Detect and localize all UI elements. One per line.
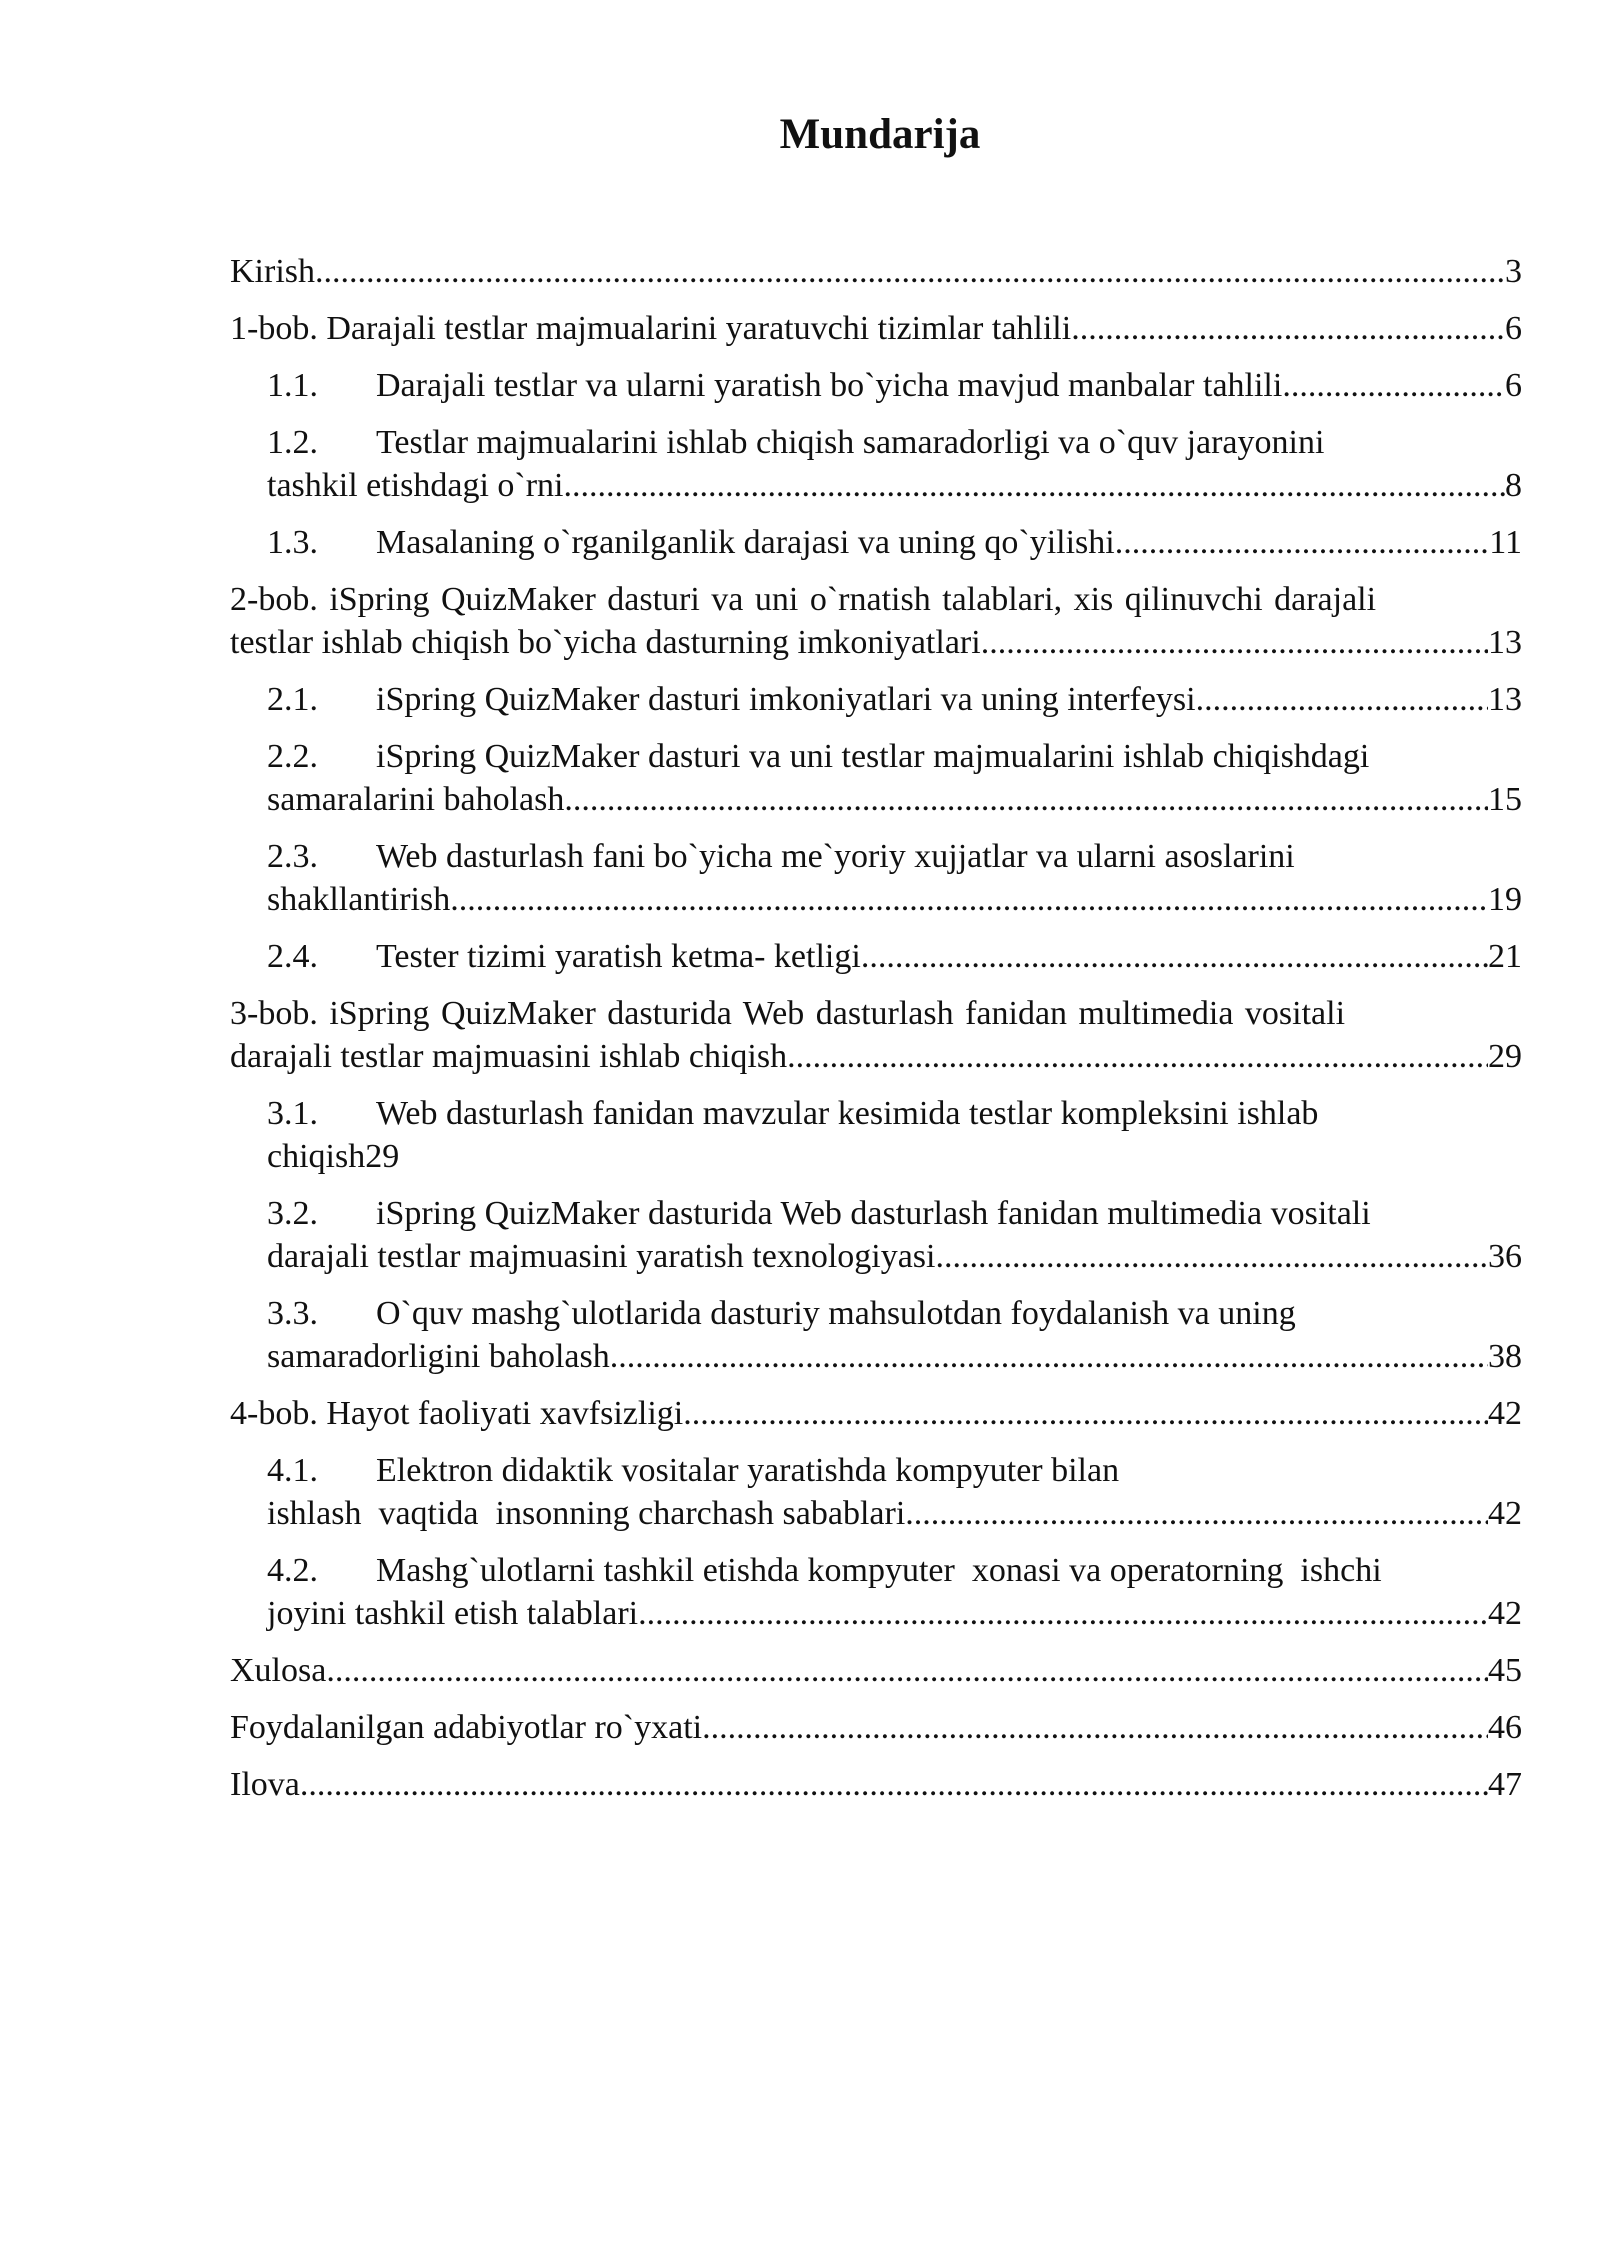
toc-entry-text: Web dasturlash fani bo`yicha me`yoriy xujjatlar va ularni asoslarini	[376, 838, 1295, 875]
toc-entry-section-3-3[interactable]	[230, 1292, 1522, 1378]
toc-section-number: 4.2.	[267, 1552, 318, 1589]
toc-page-number: 8	[1505, 467, 1522, 504]
dot-leader	[787, 1035, 1488, 1078]
toc-entry-text-continued: joyini tashkil etish talablari	[267, 1595, 639, 1632]
toc-section-number: 3.1.	[267, 1095, 318, 1132]
toc-entry-chapter-2[interactable]	[230, 578, 1522, 664]
toc-entry-text-continued: testlar ishlab chiqish bo`yicha dasturning imkoniyatlari	[230, 624, 981, 661]
dot-leader	[702, 1706, 1488, 1749]
toc-section-number: 1.2.	[267, 424, 318, 461]
toc-page-number: 42	[1488, 1595, 1522, 1632]
toc-page-number: 13	[1488, 624, 1522, 661]
toc-entry-section-2-3[interactable]	[230, 835, 1522, 921]
toc-page-number: 42	[1488, 1495, 1522, 1532]
toc-entry-text-continued: samaradorligini baholash	[267, 1338, 610, 1375]
dot-leader	[315, 250, 1505, 293]
dot-leader	[300, 1763, 1488, 1806]
toc-entry-text: Web dasturlash fanidan mavzular kesimida testlar kompleksini ishlab	[376, 1095, 1319, 1132]
dot-leader	[638, 1592, 1488, 1635]
dot-leader	[905, 1492, 1488, 1535]
toc-entry-text-continued: ishlash vaqtida insonning charchash sabablari	[267, 1495, 906, 1532]
toc-section-number: 4.1.	[267, 1452, 318, 1489]
toc-page-number: 13	[1488, 681, 1522, 718]
dot-leader	[564, 464, 1505, 507]
toc-entry-section-4-2[interactable]	[230, 1549, 1522, 1635]
toc-entry-text-continued: shakllantirish	[267, 881, 451, 918]
toc-entry-section-2-4[interactable]	[230, 935, 1522, 978]
toc-entry-section-1-3[interactable]	[230, 521, 1522, 564]
toc-page-number: 29	[1488, 1038, 1522, 1075]
toc-entry-section-3-2[interactable]	[230, 1192, 1522, 1278]
toc-entry-xulosa[interactable]	[230, 1649, 1522, 1692]
toc-page-number: 19	[1488, 881, 1522, 918]
toc-page-number: 6	[1505, 367, 1522, 404]
toc-entry-text: Elektron didaktik vositalar yaratishda kompyuter bilan	[376, 1452, 1120, 1489]
toc-page-number: 3	[1505, 253, 1522, 290]
toc-entry-text: Foydalanilgan adabiyotlar ro`yxati	[230, 1709, 703, 1746]
toc-entry-text-continued: samaralarini baholash	[267, 781, 565, 818]
toc-entry-section-1-1[interactable]	[230, 364, 1522, 407]
toc-entry-text: Darajali testlar va ularni yaratish bo`yicha mavjud manbalar tahlili	[376, 367, 1283, 404]
toc-section-number: 3.3.	[267, 1295, 318, 1332]
toc-entry-text: Testlar majmualarini ishlab chiqish samaradorligi va o`quv jarayonini	[376, 424, 1325, 461]
toc-entry-text: 4-bob. Hayot faoliyati xavfsizligi	[230, 1395, 684, 1432]
toc-entry-text: iSpring QuizMaker dasturi imkoniyatlari va uning interfeysi	[376, 681, 1196, 718]
toc-entry-text: Mashg`ulotlarni tashkil etishda kompyuter xonasi va operatorning ishchi	[376, 1552, 1382, 1589]
toc-entry-kirish[interactable]	[230, 250, 1522, 293]
dot-leader	[326, 1649, 1488, 1692]
toc-entry-text: iSpring QuizMaker dasturi va uni testlar majmualarini ishlab chiqishdagi	[376, 738, 1370, 775]
toc-entry-text-continued: chiqish29	[267, 1138, 400, 1175]
toc-entry-text-continued: darajali testlar majmuasini ishlab chiqish	[230, 1038, 788, 1075]
toc-entry-text: Ilova	[230, 1766, 300, 1803]
toc-page-number: 15	[1488, 781, 1522, 818]
toc-entry-text: 2-bob. iSpring QuizMaker dasturi va uni o`rnatish talablari, xis qilinuvchi darajali	[230, 581, 1377, 618]
toc-entry-text: Masalaning o`rganilganlik darajasi va uning qo`yilishi	[376, 524, 1115, 561]
toc-section-number: 2.3.	[267, 838, 318, 875]
toc-page-number: 46	[1488, 1709, 1522, 1746]
toc-entry-section-1-2[interactable]	[230, 421, 1522, 507]
toc-entry-section-2-2[interactable]	[230, 735, 1522, 821]
toc-entry-text: 1-bob. Darajali testlar majmualarini yaratuvchi tizimlar tahlili	[230, 310, 1072, 347]
toc-page-number: 11	[1489, 524, 1522, 561]
toc-entry-text-continued: tashkil etishdagi o`rni	[267, 467, 564, 504]
toc-section-number: 2.1.	[267, 681, 318, 718]
toc-entry-text: Tester tizimi yaratish ketma- ketligi	[376, 938, 861, 975]
dot-leader	[450, 878, 1488, 921]
dot-leader	[1282, 364, 1505, 407]
toc-page-number: 21	[1488, 938, 1522, 975]
toc-entry-text: iSpring QuizMaker dasturida Web dasturlash fanidan multimedia vositali	[376, 1195, 1371, 1232]
toc-section-number: 1.1.	[267, 367, 318, 404]
toc-entry-text: Xulosa	[230, 1652, 327, 1689]
toc-section-number: 1.3.	[267, 524, 318, 561]
toc-entry-section-2-1[interactable]	[230, 678, 1522, 721]
page-title: Mundarija	[779, 111, 981, 158]
toc-entry-text: O`quv mashg`ulotlarida dasturiy mahsulotdan foydalanish va uning	[376, 1295, 1296, 1332]
table-of-contents	[230, 250, 1522, 1820]
toc-entry-chapter-4[interactable]	[230, 1392, 1522, 1435]
toc-page-number: 6	[1505, 310, 1522, 347]
dot-leader	[564, 778, 1488, 821]
toc-page-number: 45	[1488, 1652, 1522, 1689]
toc-page-number: 38	[1488, 1338, 1522, 1375]
toc-entry-text: Kirish	[230, 253, 315, 290]
dot-leader	[1071, 307, 1505, 350]
toc-entry-section-3-1[interactable]	[230, 1092, 1522, 1178]
toc-page-number: 42	[1488, 1395, 1522, 1432]
toc-entry-ilova[interactable]	[230, 1763, 1522, 1806]
toc-page-number: 47	[1488, 1766, 1522, 1803]
toc-page-number: 36	[1488, 1238, 1522, 1275]
toc-section-number: 3.2.	[267, 1195, 318, 1232]
dot-leader	[683, 1392, 1488, 1435]
toc-entry-chapter-3[interactable]	[230, 992, 1522, 1078]
toc-entry-section-4-1[interactable]	[230, 1449, 1522, 1535]
toc-section-number: 2.4.	[267, 938, 318, 975]
toc-entry-text-continued: darajali testlar majmuasini yaratish texnologiyasi	[267, 1238, 936, 1275]
toc-entry-bibliography[interactable]	[230, 1706, 1522, 1749]
dot-leader	[1115, 521, 1490, 564]
dot-leader	[861, 935, 1488, 978]
toc-section-number: 2.2.	[267, 738, 318, 775]
toc-entry-chapter-1[interactable]	[230, 307, 1522, 350]
dot-leader	[981, 621, 1488, 664]
dot-leader	[1196, 678, 1488, 721]
dot-leader	[610, 1335, 1488, 1378]
dot-leader	[935, 1235, 1488, 1278]
toc-entry-text: 3-bob. iSpring QuizMaker dasturida Web dasturlash fanidan multimedia vositali	[230, 995, 1346, 1032]
